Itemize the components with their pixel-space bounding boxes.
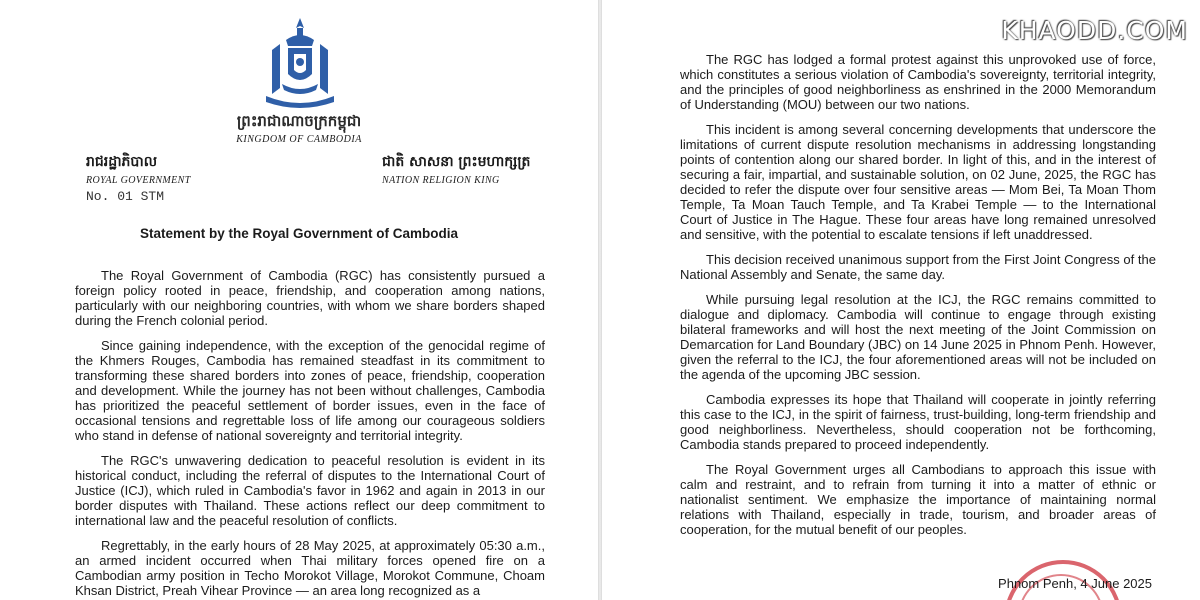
left-column-body (75, 268, 545, 600)
paragraph: The Royal Government urges all Cambodians to approach this issue with calm and restraint, and to refrain from turning it into a matter of ethnic or nationalist sentiment. We emphasize the importance of maintaining normal relations with Thailand, especially in trade, tourism, and broader areas of cooperation, for the mutual benefit of our peoples. (680, 462, 1156, 537)
paragraph: While pursuing legal resolution at the ICJ, the RGC remains committed to dialogue and diplomacy. Cambodia will continue to engage through existing bilateral frameworks and will host the next meeting of the Joint Commission on Demarcation for Land Boundary (JBC) on 14 June 2025 in Phnom Penh. However, given the referral to the ICJ, the four aforementioned areas will not be included on the agenda of the upcoming JBC session. (680, 292, 1156, 382)
paragraph: Cambodia expresses its hope that Thailand will cooperate in jointly referring this case to the ICJ, in the spirit of fairness, trust-building, long-term friendship and good neighborliness. Nevertheless, should cooperation not be forthcoming, Cambodia stands prepared to proceed independently. (680, 392, 1156, 452)
document-page-left (0, 0, 598, 600)
paragraph: Regrettably, in the early hours of 28 May 2025, at approximately 05:30 a.m., an armed incident occurred when Thai military forces opened fire on a Cambodian army position in Techo Morokot Village, Morokot Commune, Choam Khsan District, Preah Vihear Province — an area long recognized as a (75, 538, 545, 598)
document-page-right (602, 0, 1200, 600)
motto-english: NATION RELIGION KING (382, 175, 500, 186)
paragraph: Since gaining independence, with the exception of the genocidal regime of the Khmers Rouges, Cambodia has remained steadfast in its commitment to transforming these shared borders into zones of peace, friendship, cooperation and development. While the journey has not been without challenges, Cambodia has prioritized the peaceful settlement of border issues, even in the face of occasional tensions and regrettable loss of life among our courageous soldiers who stand in defense of national sovereignty and territorial integrity. (75, 338, 545, 443)
khmer-kingdom-title: ព្រះរាជាណាចក្រកម្ពុជា (236, 112, 362, 130)
motto-khmer: ជាតិ សាសនា ព្រះមហាក្សត្រ (382, 154, 531, 170)
right-column-body (680, 52, 1156, 547)
reference-number: No. 01 STM (86, 189, 165, 204)
site-watermark: KHAODD.COM (1001, 16, 1188, 45)
paragraph: This decision received unanimous support from the First Joint Congress of the National Assembly and Senate, the same day. (680, 252, 1156, 282)
royal-government-label: ROYAL GOVERNMENT (86, 175, 191, 186)
paragraph: The RGC's unwavering dedication to peaceful resolution is evident in its historical conduct, including the referral of disputes to the International Court of Justice (ICJ), which ruled in Cambodia's favor in 1962 and again in 2013 in our border disputes with Thailand. These actions reflect our deep commitment to international law and the peaceful resolution of conflicts. (75, 453, 545, 528)
place-and-date: Phnom Penh, 4 June 2025 (998, 576, 1152, 591)
royal-coat-of-arms-emblem (258, 14, 342, 114)
paragraph: The Royal Government of Cambodia (RGC) has consistently pursued a foreign policy rooted in peace, friendship, and cooperation among nations, particularly with our neighboring countries, with whom we share borders shaped during the French colonial period. (75, 268, 545, 328)
letterhead-left-block (86, 150, 191, 206)
letterhead-right-block (382, 150, 530, 188)
statement-heading: Statement by the Royal Government of Cambodia (139, 226, 459, 241)
paragraph: This incident is among several concerning developments that underscore the limitations of current dispute resolution mechanisms in addressing longstanding points of contention along our shared border. In light of this, and in the interest of securing a fair, impartial, and sustainable solution, on 02 June, 2025, the RGC has decided to refer the dispute over four sensitive areas — Mom Bei, Ta Moan Thom Temple, Ta Moan Tauch Temple, and Ta Krabei Temple — to the International Court of Justice in The Hague. These four areas have long remained unresolved and sensitive, with the potential to escalate tensions if left unaddressed. (680, 122, 1156, 242)
paragraph: The RGC has lodged a formal protest against this unprovoked use of force, which constitutes a serious violation of Cambodia's sovereignty, territorial integrity, and the principles of good neighborliness as enshrined in the 2000 Memorandum of Understanding (MOU) between our two nations. (680, 52, 1156, 112)
kingdom-subtitle: KINGDOM OF CAMBODIA (236, 134, 362, 145)
royal-government-khmer: រាជរដ្ឋាភិបាល (86, 154, 158, 170)
